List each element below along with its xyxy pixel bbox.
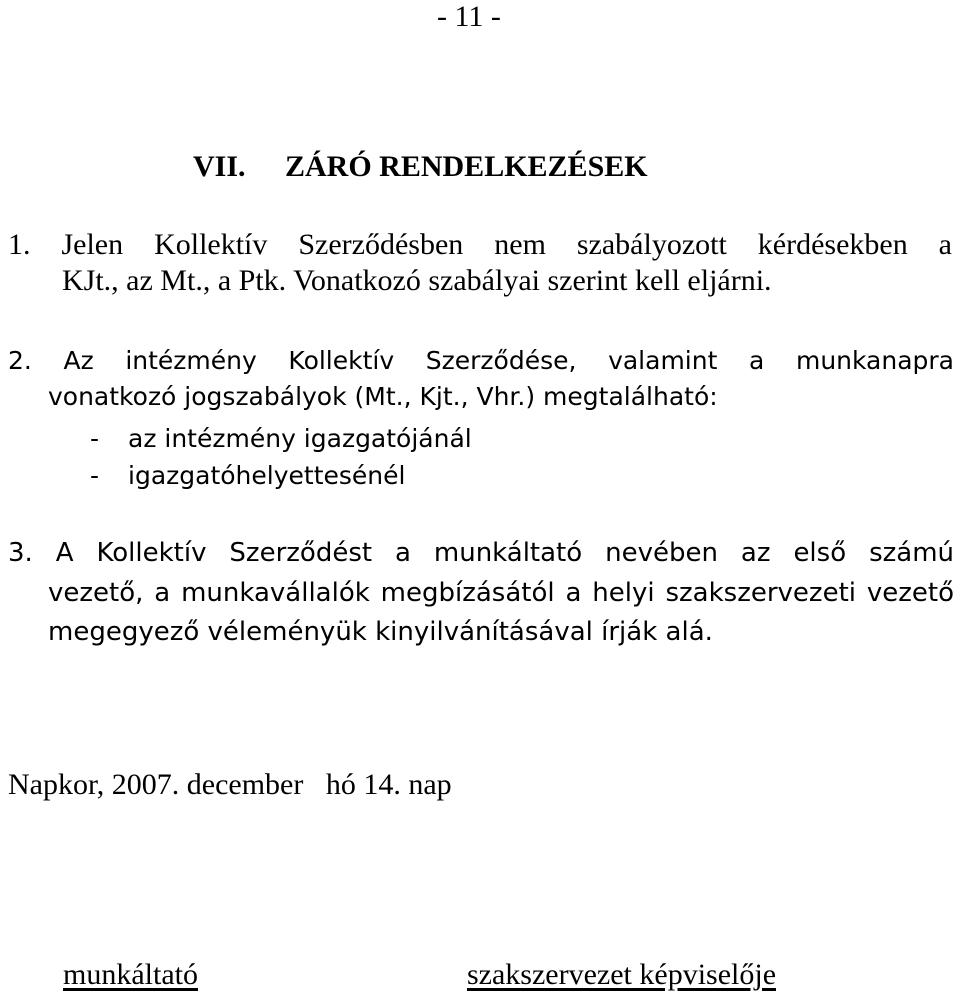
- signature-union-representative: szakszervezet képviselője: [467, 958, 777, 991]
- item-3-line-3: megegyező véleményük kinyilvánításával írják alá.: [48, 617, 713, 647]
- bullet-text: az intézmény igazgatójánál: [128, 424, 472, 453]
- item-2-bullet-1: [90, 424, 472, 453]
- section-number: VII.: [193, 150, 246, 183]
- item-1-line-2: KJt., az Mt., a Ptk. Vonatkozó szabályai szerint kell eljárni.: [62, 264, 772, 297]
- item-3-line-2: vezető, a munkavállalók megbízásától a helyi szakszervezeti vezető: [48, 578, 954, 608]
- signature-employer: munkáltató: [63, 958, 198, 991]
- item-2-line-2: vonatkozó jogszabályok (Mt., Kjt., Vhr.) megtalálható:: [48, 382, 718, 411]
- item-2-bullet-2: [90, 461, 405, 490]
- bullet-dash: -: [90, 461, 100, 490]
- place-date: Napkor, 2007. december hó 14. nap: [8, 768, 452, 801]
- page-number: - 11 -: [437, 0, 501, 33]
- bullet-text: igazgatóhelyettesénél: [128, 461, 406, 490]
- section-heading: [193, 150, 648, 184]
- item-3-line-1: 3. A Kollektív Szerződést a munkáltató nevében az első számú: [8, 538, 954, 568]
- item-2-line-1: 2. Az intézmény Kollektív Szerződése, valamint a munkanapra: [8, 346, 954, 375]
- item-1-line-1: 1. Jelen Kollektív Szerződésben nem szabályozott kérdésekben a: [8, 228, 952, 261]
- bullet-dash: -: [90, 424, 100, 453]
- section-title: ZÁRÓ RENDELKEZÉSEK: [285, 150, 648, 183]
